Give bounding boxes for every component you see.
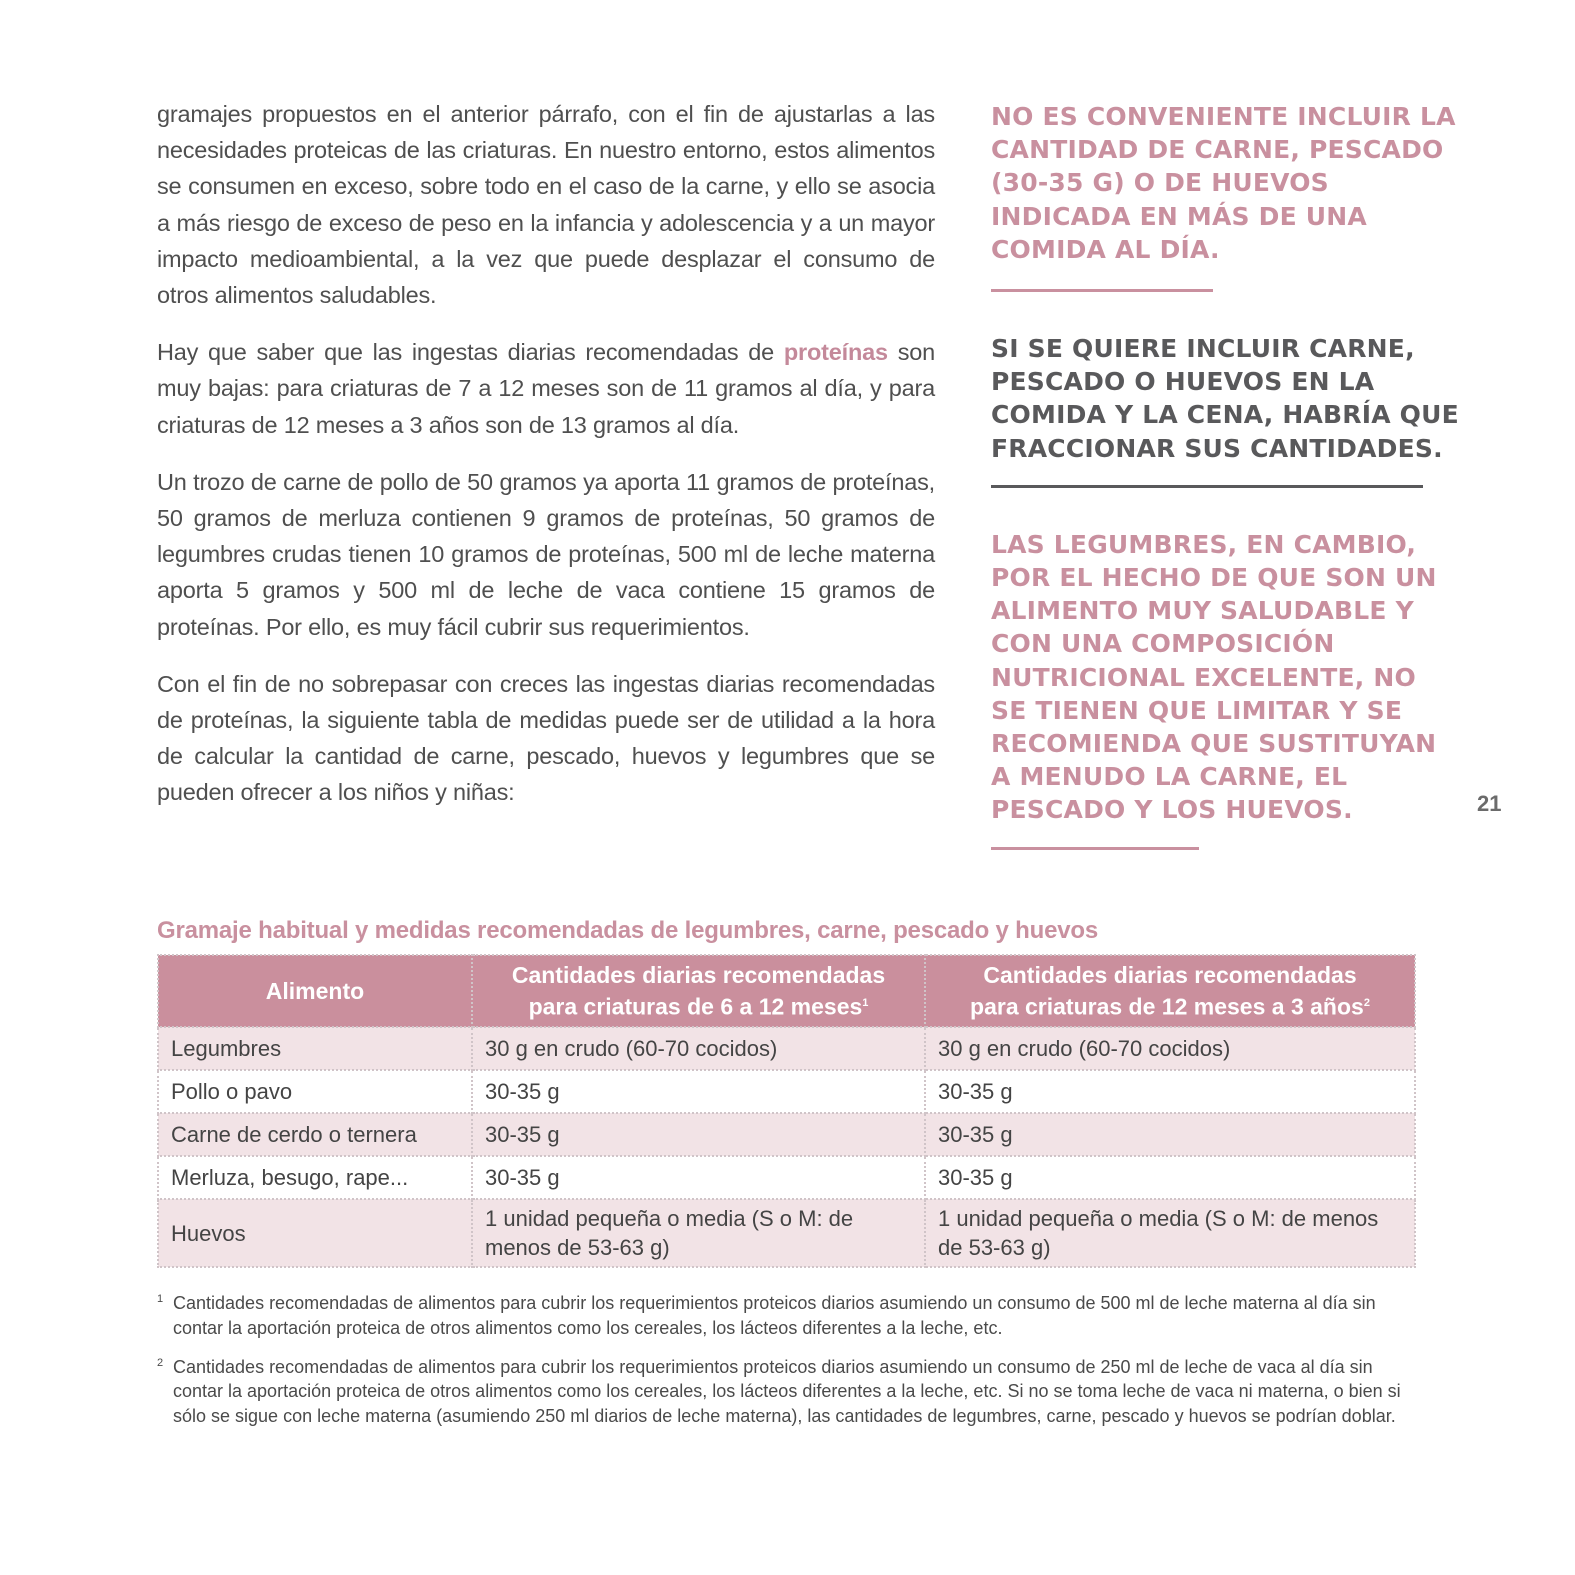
cell-alimento: Merluza, besugo, rape... bbox=[158, 1156, 472, 1199]
paragraph-ingestas-end: son muy bajas: para criaturas de 7 a 12 meses son de 11 gramos al día, y para criaturas de 12 meses a 3 años son de 13 gramos al día. bbox=[157, 339, 935, 438]
table-row bbox=[158, 1156, 1415, 1199]
header-alimento-label: Alimento bbox=[265, 978, 365, 1004]
paragraph-gramajes: gramajes propuestos en el anterior párrafo, con el fin de ajustarlas a las necesidades proteicas de las criaturas. En nuestro entorno, estos alimentos se consumen en exceso, sobre todo en el caso de la carne, y ello se asocia a más riesgo de exceso de peso en la infancia y adolescencia y a un mayor impacto medioambiental, a la vez que puede desplazar el consumo de otros alimentos saludables. bbox=[157, 101, 935, 309]
header-12-3-line1: Cantidades diarias recomendadas bbox=[983, 962, 1357, 989]
header-6-12-line2: para criaturas de 6 a 12 meses bbox=[528, 993, 863, 1020]
callout-divider-2 bbox=[991, 485, 1423, 488]
paragraph-tabla-intro: Con el fin de no sobrepasar con creces las ingestas diarias recomendadas de proteínas, la siguiente tabla de medidas puede ser de utilidad a la hora de calcular la cantidad de carne, pescado, huevos y legumbres que se pueden ofrecer a los niños y niñas: bbox=[157, 670, 935, 806]
cell-6-12-meses: 30-35 g bbox=[472, 1156, 925, 1199]
table-row bbox=[158, 1199, 1415, 1267]
footnote-1-text: Cantidades recomendadas de alimentos para cubrir los requerimientos proteicos diarios asumiendo un consumo de 500 ml de leche materna al día sin contar la aportación proteica de otros alimentos como los cereales, los lácteos diferentes a la leche, etc. bbox=[173, 1293, 1376, 1338]
callout-legumbres: LAS LEGUMBRES, EN CAMBIO, POR EL HECHO DE QUE SON UN ALIMENTO MUY SALUDABLE Y CON UNA COMPOSICIÓN NUTRICIONAL EXCELENTE, NO SE TIENEN QUE LIMITAR Y SE RECOMIENDA QUE SUSTITUYAN A MENUDO LA CARNE, EL PESCADO Y LOS HUEVOS. bbox=[991, 529, 1437, 825]
paragraph-trozo-carne: Un trozo de carne de pollo de 50 gramos ya aporta 11 gramos de proteínas, 50 gramos de merluza contienen 9 gramos de proteínas, 50 gramos de legumbres crudas tienen 10 gramos de proteínas, 500 ml de leche materna aporta 5 gramos y 500 ml de leche de vaca contiene 15 gramos de proteínas. Por ello, es muy fácil cubrir sus requerimientos. bbox=[157, 468, 935, 640]
cell-12-meses-3-anos: 30-35 g bbox=[925, 1156, 1415, 1199]
cell-12-meses-3-anos: 30-35 g bbox=[925, 1113, 1415, 1156]
paragraph-ingestas-start: Hay que saber que las ingestas diarias recomendadas de bbox=[157, 339, 784, 366]
cell-alimento: Huevos bbox=[158, 1199, 472, 1267]
table-row bbox=[158, 1027, 1415, 1070]
proteinas-highlight: proteínas bbox=[783, 339, 888, 366]
callout-divider-3 bbox=[991, 847, 1199, 850]
header-12-meses-3-anos bbox=[925, 955, 1415, 1027]
header-6-12-meses bbox=[472, 955, 925, 1027]
footnote-2 bbox=[157, 1355, 1417, 1429]
cell-12-meses-3-anos: 30 g en crudo (60-70 cocidos) bbox=[925, 1027, 1415, 1070]
header-12-3-line2: para criaturas de 12 meses a 3 años bbox=[970, 993, 1364, 1020]
callout-fraccionar: SI SE QUIERE INCLUIR CARNE, PESCADO O HUEVOS EN LA COMIDA Y LA CENA, HABRÍA QUE FRACCIONAR SUS CANTIDADES. bbox=[991, 334, 1459, 463]
footnote-1-mark: 1 bbox=[157, 1293, 164, 1305]
header-alimento bbox=[158, 955, 472, 1027]
footnote-ref-2: 2 bbox=[1363, 997, 1370, 1010]
cell-12-meses-3-anos: 1 unidad pequeña o media (S o M: de menos de 53-63 g) bbox=[925, 1199, 1415, 1267]
footnotes bbox=[157, 1291, 1417, 1443]
callout-divider-1 bbox=[991, 289, 1213, 292]
table-row bbox=[158, 1070, 1415, 1113]
callout-column bbox=[991, 100, 1461, 850]
cell-6-12-meses: 1 unidad pequeña o media (S o M: de menos de 53-63 g) bbox=[472, 1199, 925, 1267]
cell-12-meses-3-anos: 30-35 g bbox=[925, 1070, 1415, 1113]
cell-alimento: Pollo o pavo bbox=[158, 1070, 472, 1113]
paragraph-ingestas bbox=[157, 334, 935, 443]
page-number: 21 bbox=[1477, 791, 1502, 816]
cell-6-12-meses: 30-35 g bbox=[472, 1070, 925, 1113]
portion-table bbox=[157, 954, 1416, 1268]
header-6-12-line1: Cantidades diarias recomendadas bbox=[511, 962, 886, 989]
footnote-2-mark: 2 bbox=[157, 1356, 164, 1369]
table-row bbox=[158, 1113, 1415, 1156]
body-text-column bbox=[157, 96, 935, 832]
footnote-ref-1: 1 bbox=[862, 997, 869, 1010]
cell-alimento: Legumbres bbox=[158, 1027, 472, 1070]
cell-6-12-meses: 30-35 g bbox=[472, 1113, 925, 1156]
cell-alimento: Carne de cerdo o ternera bbox=[158, 1113, 472, 1156]
table-header-row bbox=[158, 955, 1415, 1027]
footnote-1 bbox=[157, 1291, 1417, 1341]
footnote-2-text: Cantidades recomendadas de alimentos para cubrir los requerimientos proteicos diarios asumiendo un consumo de 250 ml de leche de vaca al día sin contar la aportación proteica de otros alimentos como los cereales, los lácteos diferentes a la leche, etc. Si no se toma leche de vaca ni materna, o bien si sólo se sigue con leche materna (asumiendo 250 ml diarios de leche materna), las cantidades de legumbres, carne, pescado y huevos se podrían doblar. bbox=[173, 1356, 1401, 1427]
cell-6-12-meses: 30 g en crudo (60-70 cocidos) bbox=[472, 1027, 925, 1070]
callout-no-conveniente: NO ES CONVENIENTE INCLUIR LA CANTIDAD DE CARNE, PESCADO (30-35 G) O DE HUEVOS INDICADA EN MÁS DE UNA COMIDA AL DÍA. bbox=[991, 102, 1456, 264]
table-title: Gramaje habitual y medidas recomendadas de legumbres, carne, pescado y huevos bbox=[157, 917, 1098, 944]
